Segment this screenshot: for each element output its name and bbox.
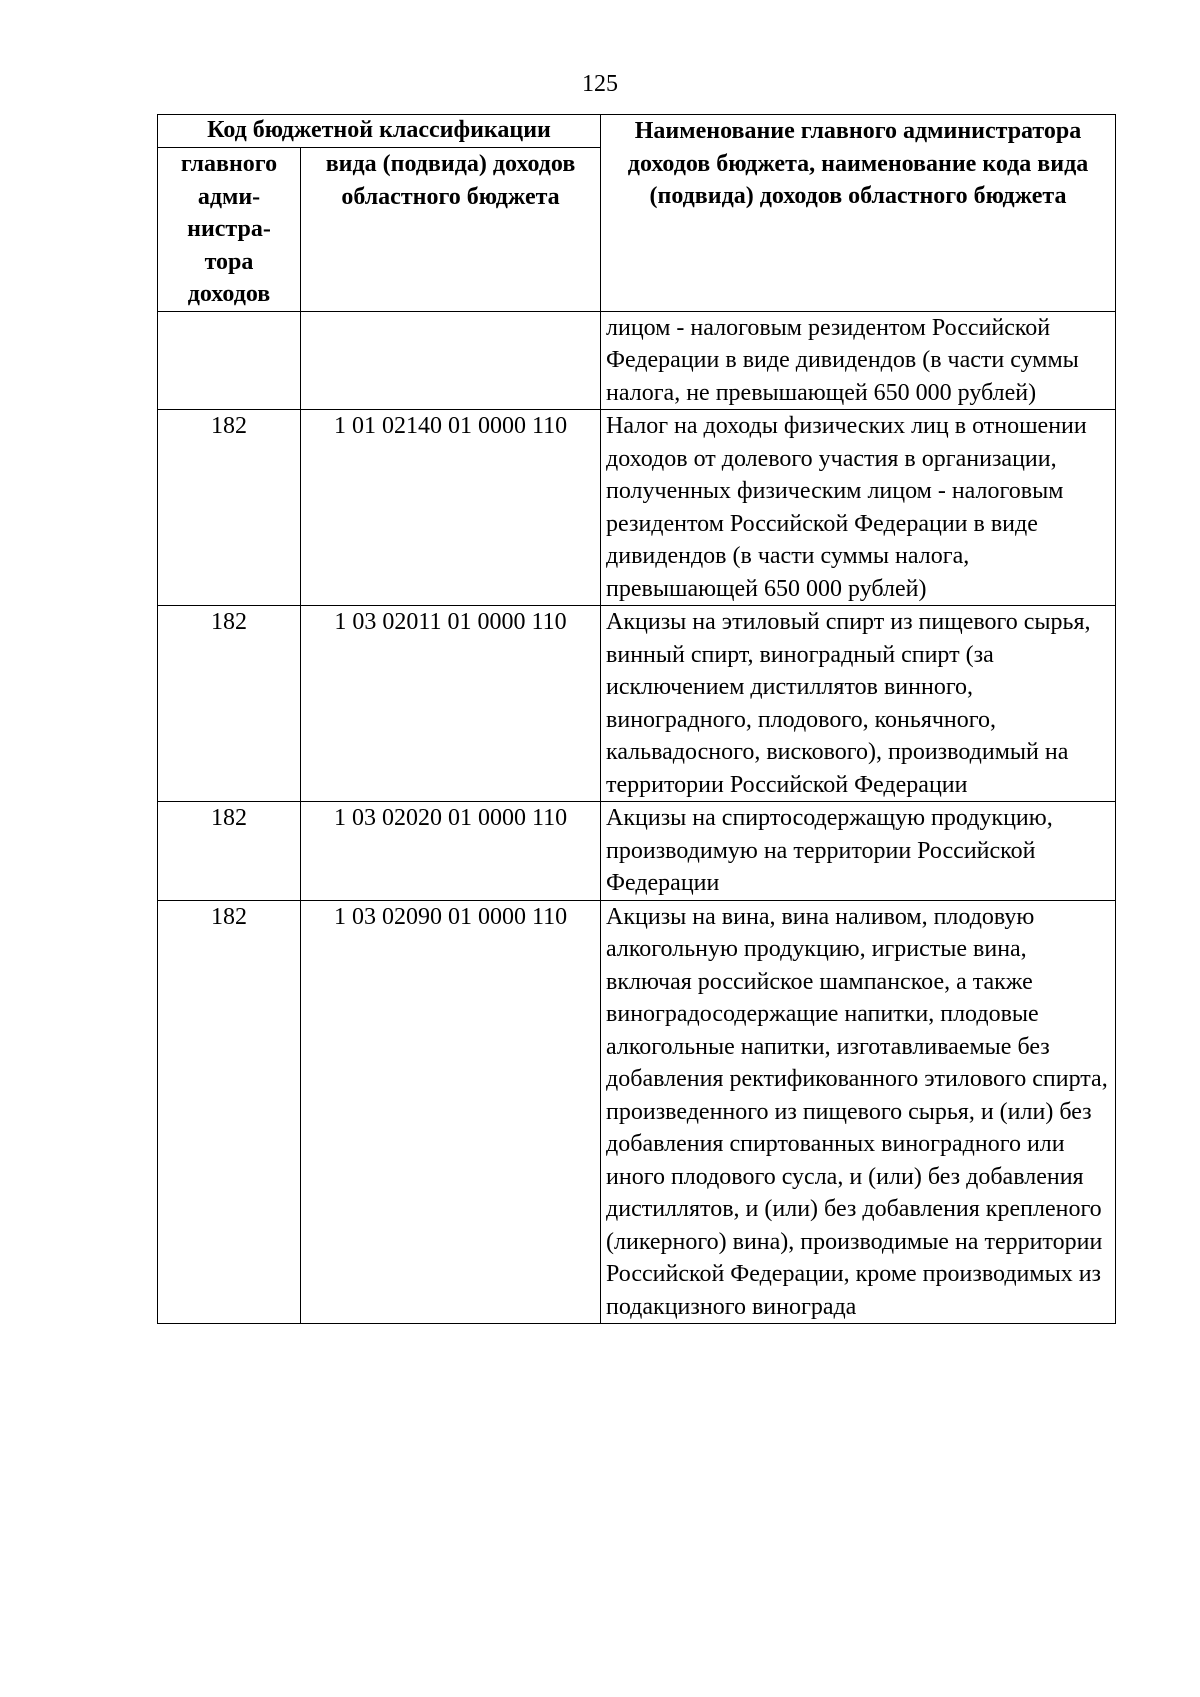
budget-classification-table (157, 114, 1116, 1324)
income-code-cell: 1 03 02090 01 0000 110 (301, 900, 601, 1324)
income-code-cell: 1 03 02011 01 0000 110 (301, 606, 601, 802)
admin-code-cell (158, 311, 301, 410)
income-name-cell: Акцизы на этиловый спирт из пищевого сырья, винный спирт, виноградный спирт (за исключением дистиллятов винного, виноградного, плодового, коньячного, кальвадосного, вискового), производимый на территории Российской Федерации (601, 606, 1116, 802)
admin-code-cell: 182 (158, 606, 301, 802)
admin-code-cell: 182 (158, 410, 301, 606)
table-row (158, 606, 1116, 802)
table-row (158, 410, 1116, 606)
header-administrator-name: Наименование главного администратора доходов бюджета, наименование кода вида (подвида) доходов областного бюджета (601, 115, 1116, 312)
income-code-cell: 1 01 02140 01 0000 110 (301, 410, 601, 606)
admin-code-cell: 182 (158, 900, 301, 1324)
income-name-cell: Налог на доходы физических лиц в отношении доходов от долевого участия в организации, полученных физическим лицом - налоговым резидентом Российской Федерации в виде дивидендов (в части суммы налога, превышающей 650 000 рублей) (601, 410, 1116, 606)
income-code-cell: 1 03 02020 01 0000 110 (301, 802, 601, 901)
table-row (158, 900, 1116, 1324)
income-name-cell: Акцизы на вина, вина наливом, плодовую алкогольную продукцию, игристые вина, включая российское шампанское, а также виноградосодержащие напитки, плодовые алкогольные напитки, изготавливаемые без добавления ректификованного этилового спирта, произведенного из пищевого сырья, и (или) без добавления спиртованных виноградного или иного плодового сусла, и (или) без добавления дистиллятов, и (или) без добавления крепленого (ликерного) вина), производимые на территории Российской Федерации, кроме производимых из подакцизного винограда (601, 900, 1116, 1324)
income-name-cell: Акцизы на спиртосодержащую продукцию, производимую на территории Российской Федерации (601, 802, 1116, 901)
header-row-group (158, 115, 1116, 148)
table-row (158, 311, 1116, 410)
header-main-administrator: главного адми-нистра-тора доходов (158, 148, 301, 312)
income-code-cell (301, 311, 601, 410)
admin-code-cell: 182 (158, 802, 301, 901)
table-body (158, 311, 1116, 1324)
table-row (158, 802, 1116, 901)
income-name-cell: лицом - налоговым резидентом Российской Федерации в виде дивидендов (в части суммы налога, не превышающей 650 000 рублей) (601, 311, 1116, 410)
table-header (158, 115, 1116, 312)
header-budget-classification-code: Код бюджетной классификации (158, 115, 601, 148)
header-income-type-code: вида (подвида) доходов областного бюджета (301, 148, 601, 312)
page-number: 125 (582, 71, 618, 97)
